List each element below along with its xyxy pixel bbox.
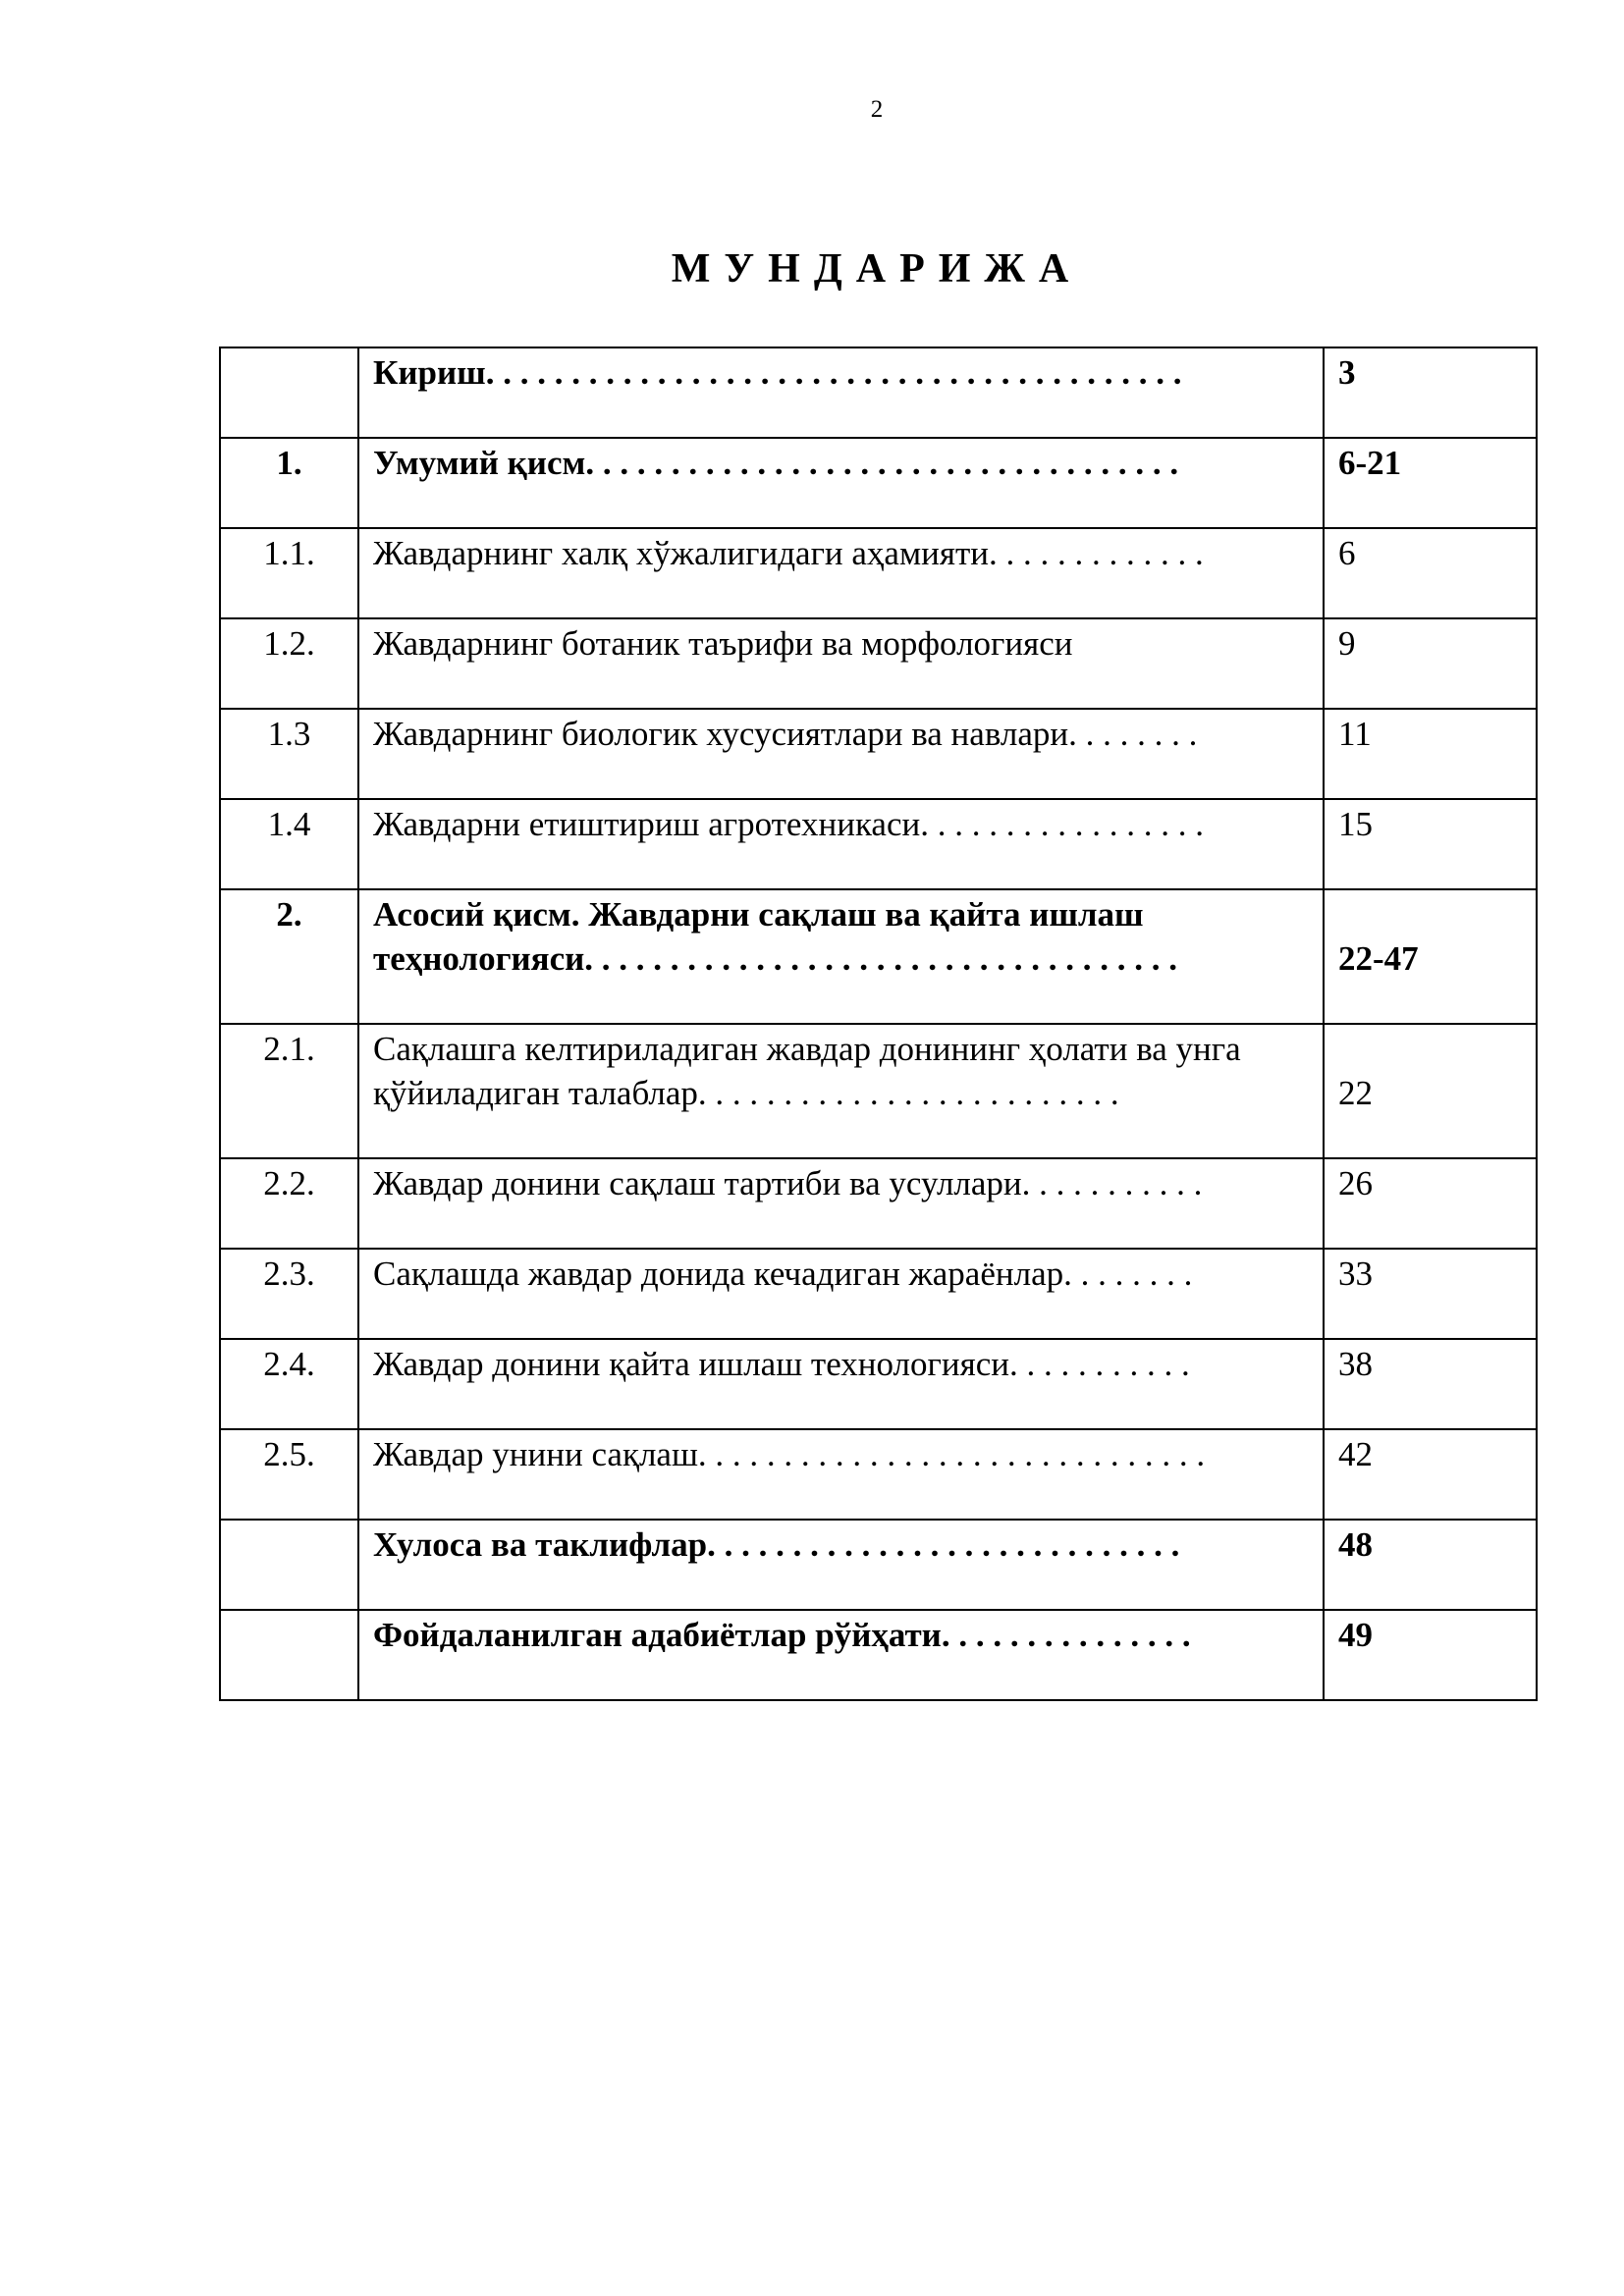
- toc-page: 26: [1338, 1164, 1373, 1202]
- toc-page: 33: [1338, 1255, 1373, 1293]
- table-of-contents: [219, 347, 1538, 1701]
- toc-title: Жавдарнинг ботаник таърифи ва морфологияси: [373, 624, 1073, 663]
- toc-row-main-part: [220, 889, 1537, 1024]
- toc-title: Хулоса ва таклифлар. . . . . . . . . . . . . . . . . . . . . . . . . . . .: [373, 1525, 1180, 1564]
- toc-title: Жавдарнинг биологик хусусиятлари ва навлари. . . . . . . .: [373, 715, 1198, 753]
- toc-row: [220, 709, 1537, 799]
- toc-number: 2.2.: [263, 1164, 315, 1202]
- toc-row: [220, 618, 1537, 709]
- page-number: 2: [870, 96, 884, 123]
- toc-page: 6-21: [1338, 444, 1402, 482]
- toc-title: Жавдарни етиштириш агротехникаси. . . . . . . . . . . . . . . . .: [373, 805, 1204, 843]
- toc-row-references: [220, 1610, 1537, 1700]
- toc-row: [220, 1158, 1537, 1249]
- toc-page: 48: [1338, 1525, 1373, 1564]
- toc-title: Сақлашга келтириладиган жавдар донининг ҳолати ва унга қўйиладиган талаблар. . . . . . . . . . . . . . . . . . . . . . . . .: [373, 1030, 1241, 1112]
- toc-page: 49: [1338, 1616, 1373, 1654]
- toc-row: [220, 1429, 1537, 1520]
- toc-page: 42: [1338, 1435, 1373, 1473]
- toc-title: Асосий қисм. Жавдарни сақлаш ва қайта ишлаш теҳнологияси. . . . . . . . . . . . . . . . . . . . . . . . . . . . . . . . . . .: [373, 895, 1178, 978]
- toc-title: Кириш. . . . . . . . . . . . . . . . . . . . . . . . . . . . . . . . . . . . . . . . .: [373, 353, 1182, 392]
- toc-title: Жавдарнинг халқ хўжалигидаги аҳамияти. . . . . . . . . . . . .: [373, 534, 1204, 572]
- toc-row: [220, 528, 1537, 618]
- toc-number: 1.1.: [263, 534, 315, 572]
- toc-title: Жавдар унини сақлаш. . . . . . . . . . . . . . . . . . . . . . . . . . . . . .: [373, 1435, 1206, 1473]
- toc-row: [220, 1339, 1537, 1429]
- toc-page: 22: [1338, 1074, 1373, 1112]
- toc-number: [221, 348, 357, 350]
- toc-page: 22-47: [1338, 939, 1419, 978]
- toc-page: 11: [1338, 715, 1372, 753]
- toc-title: Умумий қисм. . . . . . . . . . . . . . . . . . . . . . . . . . . . . . . . . . .: [373, 444, 1179, 482]
- toc-number: [221, 1611, 357, 1613]
- toc-number: 1.4: [267, 805, 311, 843]
- toc-number: 2.5.: [263, 1435, 315, 1473]
- toc-number: 1.3: [267, 715, 311, 753]
- toc-page: 38: [1338, 1345, 1373, 1383]
- toc-title: Фойдаланилган адабиётлар рўйҳати. . . . . . . . . . . . . . .: [373, 1616, 1191, 1654]
- toc-page: 15: [1338, 805, 1373, 843]
- toc-title: Сақлашда жавдар донида кечадиган жараёнлар. . . . . . . .: [373, 1255, 1193, 1293]
- toc-number: 2.1.: [263, 1030, 315, 1068]
- toc-title: Жавдар донини сақлаш тартиби ва усуллари. . . . . . . . . . .: [373, 1164, 1203, 1202]
- toc-number: 1.: [276, 444, 302, 482]
- toc-page: 6: [1338, 534, 1356, 572]
- toc-title: Жавдар донини қайта ишлаш технологияси. . . . . . . . . . .: [373, 1345, 1190, 1383]
- toc-page: 3: [1338, 353, 1356, 392]
- toc-row: [220, 799, 1537, 889]
- page-title: МУНДАРИЖА: [671, 246, 1083, 292]
- toc-number: 2.: [276, 895, 302, 934]
- toc-row-conclusions: [220, 1520, 1537, 1610]
- toc-number: 1.2.: [263, 624, 315, 663]
- toc-page: 9: [1338, 624, 1356, 663]
- toc-number: 2.4.: [263, 1345, 315, 1383]
- toc-row: [220, 1249, 1537, 1339]
- toc-row: [220, 1024, 1537, 1158]
- toc-row-introduction: [220, 347, 1537, 438]
- toc-row-general-part: [220, 438, 1537, 528]
- toc-number: 2.3.: [263, 1255, 315, 1293]
- toc-number: [221, 1521, 357, 1522]
